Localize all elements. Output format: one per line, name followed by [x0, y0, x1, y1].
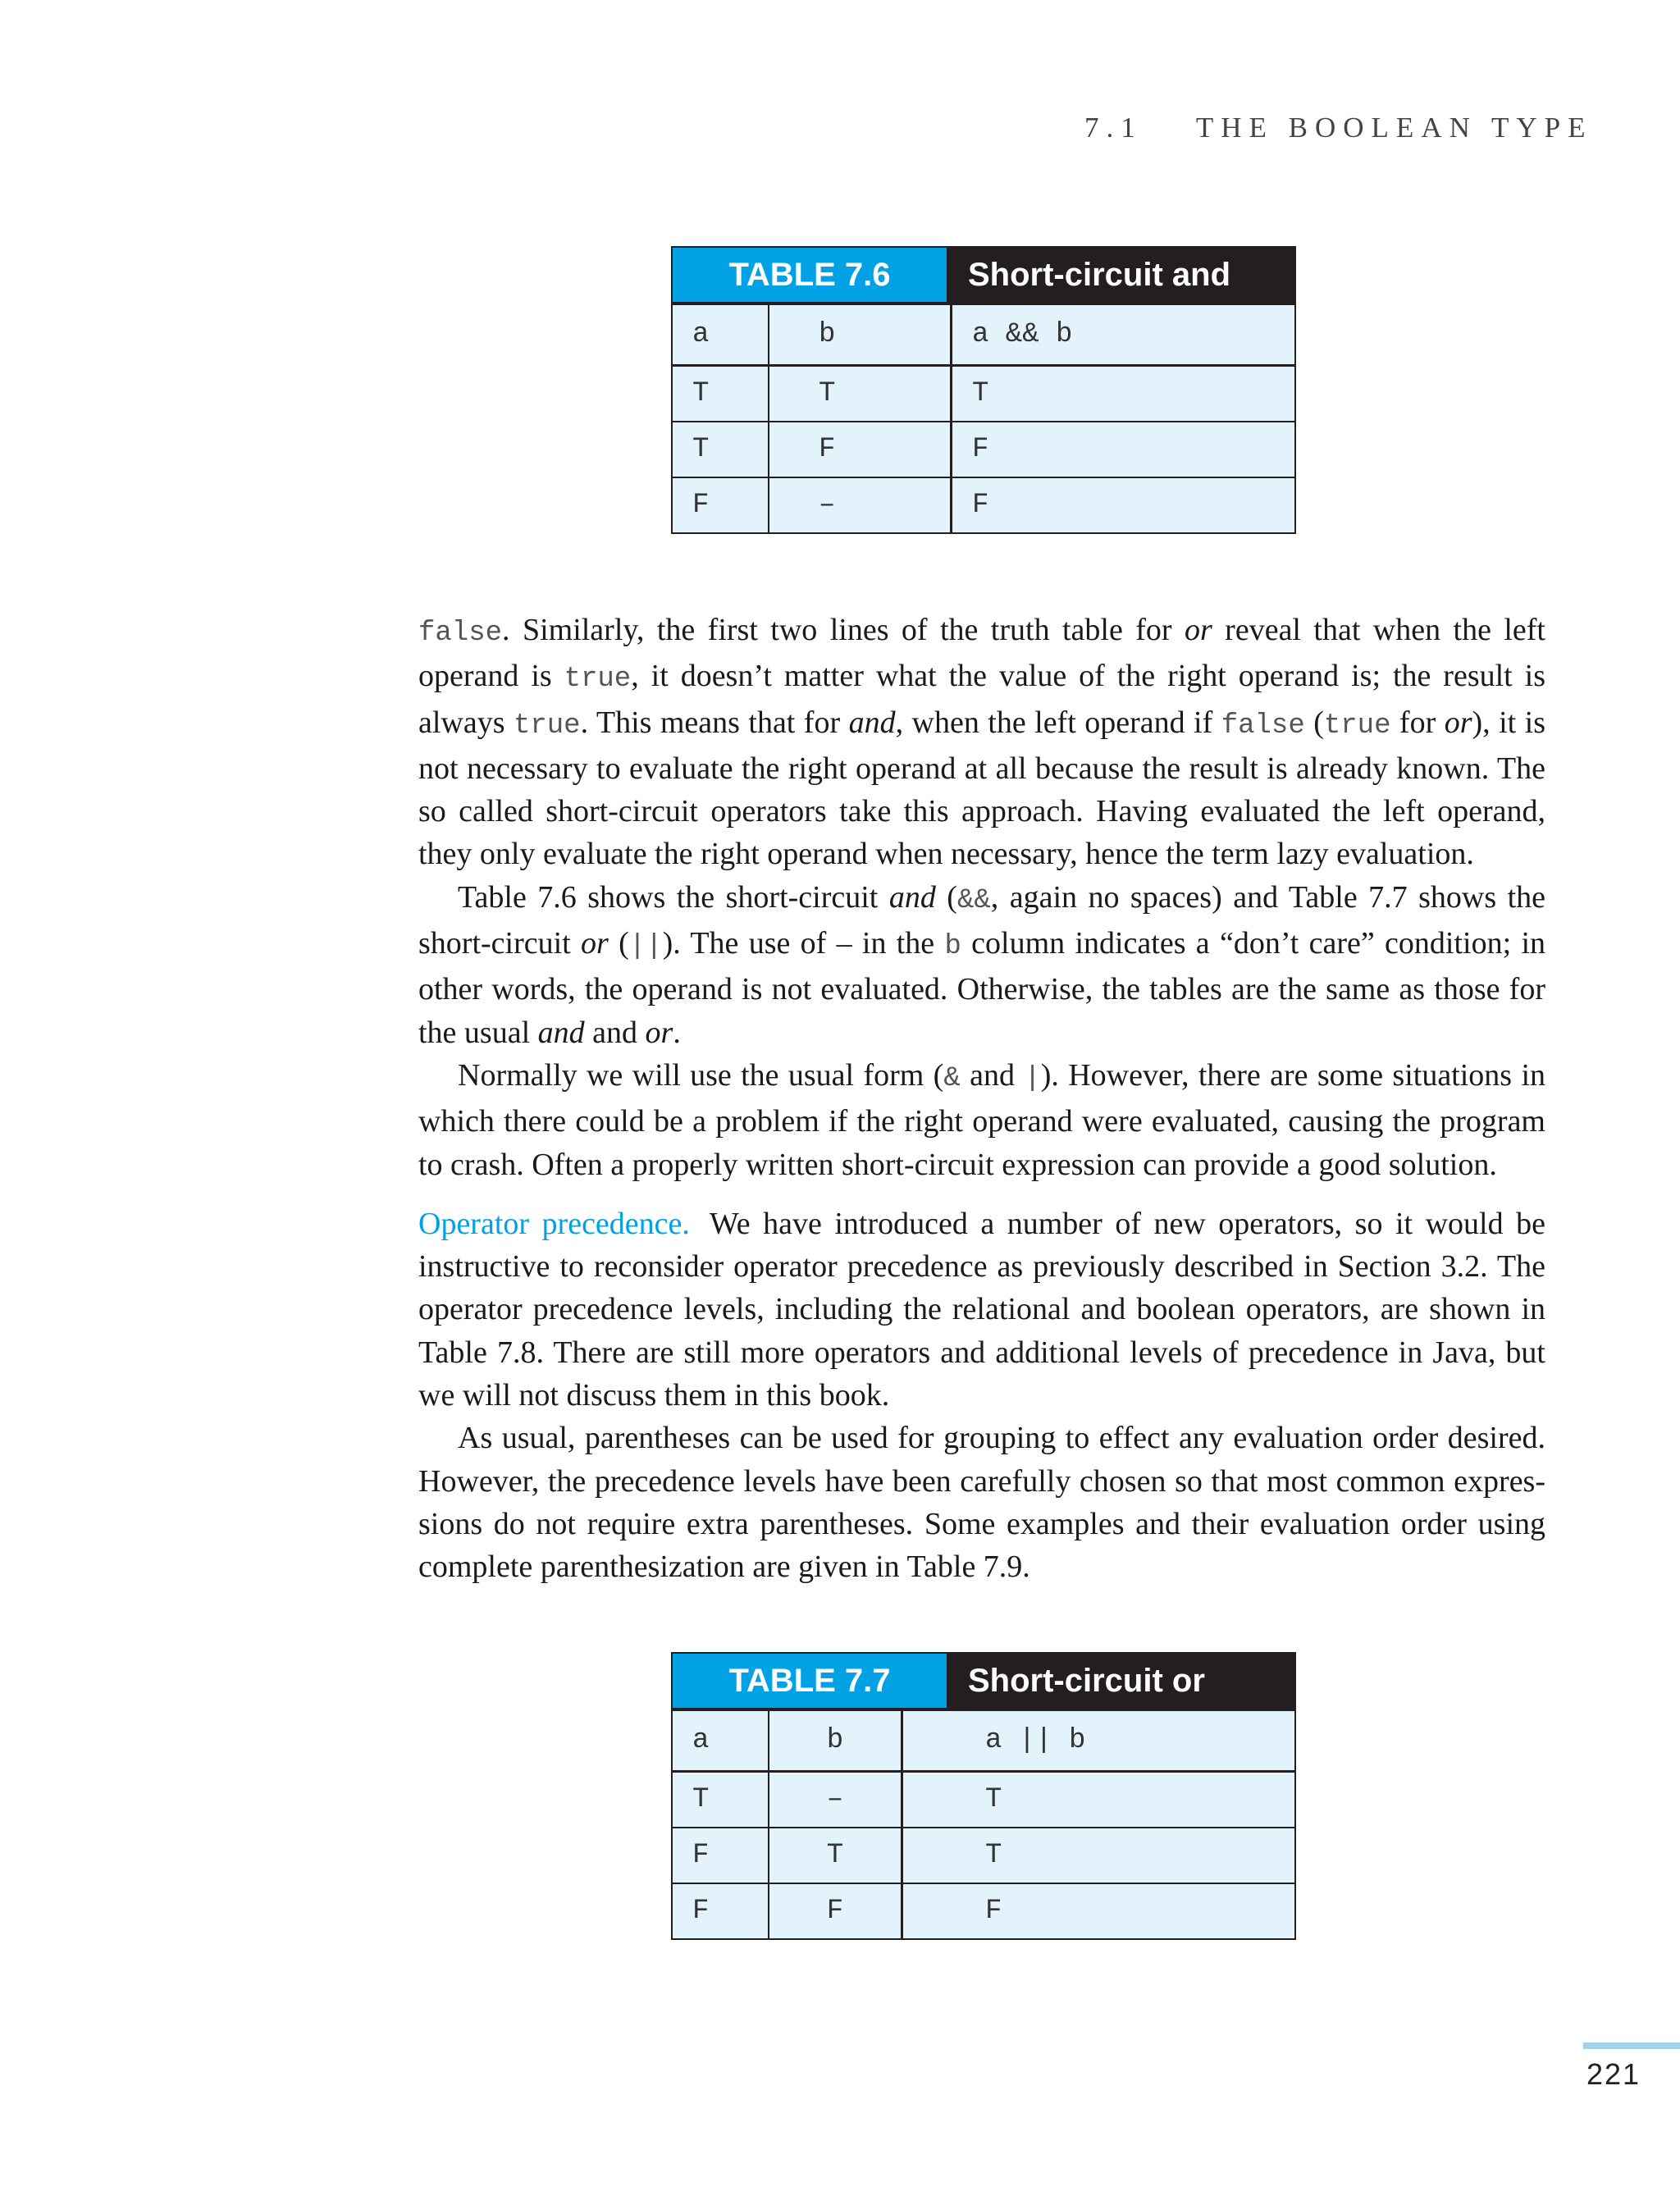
table-cell: F — [672, 1828, 769, 1883]
table-row — [672, 1828, 1295, 1883]
table-cell: T — [902, 1828, 1296, 1883]
table-label: TABLE 7.7 — [671, 1652, 947, 1709]
table-row — [672, 1772, 1295, 1828]
table-header-cell: a — [672, 304, 769, 366]
code-false: false — [1221, 710, 1305, 742]
code-and: & — [943, 1062, 961, 1094]
table-header-row — [672, 304, 1295, 366]
code-true: true — [564, 664, 632, 696]
table-header-cell: a || b — [902, 1710, 1296, 1772]
table-row — [672, 1883, 1295, 1939]
table-row — [672, 366, 1295, 422]
code-b: b — [944, 931, 961, 963]
table-cell: T — [769, 366, 952, 422]
code-andand: && — [956, 884, 991, 916]
truth-table — [671, 304, 1296, 534]
running-head-title: THE BOOLEAN TYPE — [1195, 112, 1593, 144]
table-cell: T — [902, 1772, 1296, 1828]
code-oror: || — [628, 931, 663, 963]
table-caption: Short-circuit and — [947, 246, 1296, 304]
paragraph-1: false. Similarly, the first two lines of the truth table for or reveal that when the left operand is true, it doesn’t matter what the value of the right operand is; the result is always true. This means that for and, when the left operand if false (true for or), it is not necessary to evaluate the right operand at all because the result is already known. The so called short-circuit operators take this approach. Having evaluated the left operand, they only evaluate the right operand when necessary, hence the term lazy evaluation. — [418, 613, 1545, 872]
truth-table — [671, 1709, 1296, 1940]
table-7-7 — [671, 1652, 1296, 1940]
table-cell: – — [769, 1772, 902, 1828]
paragraph-4: Operator precedence. We have introduced a number of new operators, so it would be instructive to reconsider operator precedence as previously described in Section 3.2. The operator precedence levels, including the relational and boolean operators, are shown in Table 7.8. There are still more operators and additional levels of precedence in Java, but we will not discuss them in this book. — [418, 1206, 1545, 1413]
table-header-cell: a — [672, 1710, 769, 1772]
table-header-bar — [671, 1652, 1296, 1709]
table-cell: F — [952, 422, 1296, 477]
table-label: TABLE 7.6 — [671, 246, 947, 304]
page-number-bar — [1583, 2042, 1680, 2049]
table-cell: – — [769, 477, 952, 533]
code-or: | — [1024, 1062, 1041, 1094]
running-head-section: 7.1 — [1084, 112, 1143, 144]
table-cell: T — [672, 422, 769, 477]
table-cell: T — [672, 1772, 769, 1828]
table-header-cell: a && b — [952, 304, 1296, 366]
paragraph-2: Table 7.6 shows the short-circuit and (&&, again no spaces) and Table 7.7 shows the short-circuit or (||). The use of – in the b column indicates a “don’t care” condition; in other words, the operand is not evaluated. Otherwise, the tables are the same as those for the usual and and or. — [418, 879, 1546, 1050]
table-cell: F — [902, 1883, 1296, 1939]
running-head — [1084, 112, 1592, 144]
table-header-row — [672, 1710, 1295, 1772]
code-false: false — [418, 618, 503, 649]
table-caption: Short-circuit or — [947, 1652, 1296, 1709]
page-number: 221 — [1586, 2057, 1641, 2091]
table-header-bar — [671, 246, 1296, 304]
paragraph-3: Normally we will use the usual form (& and |). However, there are some situations in which there could be a problem if the right operand were evaluated, causing the program to crash. Often a properly written short-circuit expression can provide a good solution. — [418, 1057, 1545, 1182]
body-text — [418, 609, 1545, 1589]
table-header-cell: b — [769, 1710, 902, 1772]
table-7-6 — [671, 246, 1296, 534]
table-cell: F — [672, 477, 769, 533]
table-cell: F — [769, 422, 952, 477]
table-cell: T — [952, 366, 1296, 422]
table-cell: T — [672, 366, 769, 422]
code-true: true — [1323, 710, 1391, 742]
table-cell: F — [769, 1883, 902, 1939]
table-cell: F — [952, 477, 1296, 533]
table-header-cell: b — [769, 304, 952, 366]
table-row — [672, 422, 1295, 477]
table-cell: T — [769, 1828, 902, 1883]
run-in-heading: Operator precedence. — [418, 1206, 690, 1241]
paragraph-5: As usual, parentheses can be used for grouping to effect any evaluation order desired. However, the precedence levels have been carefully chosen so that most common expres-sions do not require extra parentheses. Some examples and their evaluation order using complete parenthesization are given in Table 7.9. — [418, 1421, 1545, 1585]
table-row — [672, 477, 1295, 533]
table-cell: F — [672, 1883, 769, 1939]
code-true: true — [513, 710, 581, 742]
